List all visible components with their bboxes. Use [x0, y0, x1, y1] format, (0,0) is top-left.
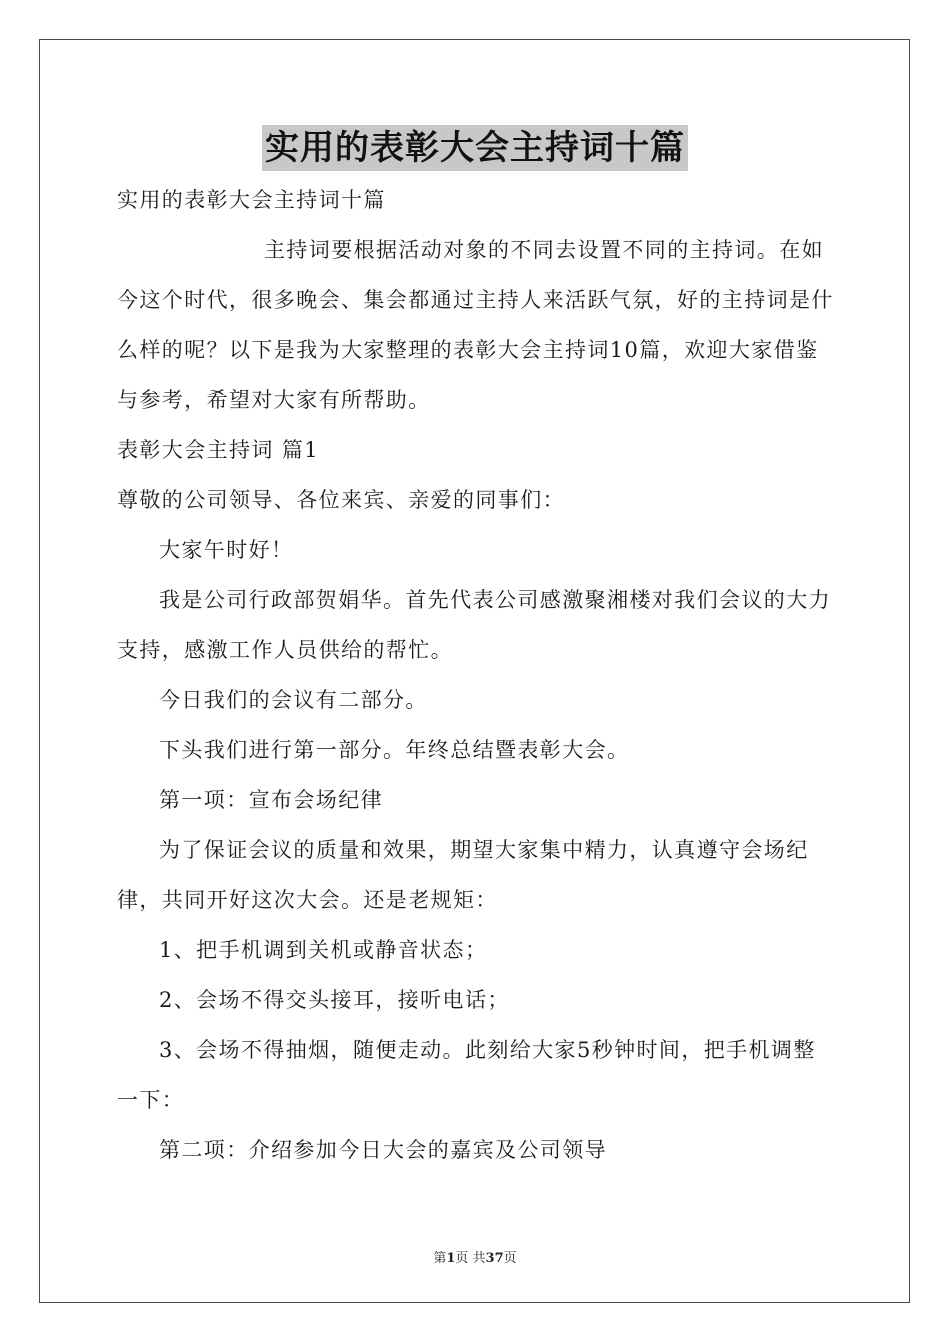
footer-suffix: 页: [503, 1251, 517, 1266]
footer-prefix: 第: [433, 1251, 447, 1266]
paragraph: 主持词要根据活动对象的不同去设置不同的主持词。在如今这个时代，很多晚会、集会都通过主持人来活跃气氛，好的主持词是什么样的呢？以下是我为大家整理的表彰大会主持词10篇，欢迎大家借鉴与参考，希望对大家有所帮助。: [117, 238, 834, 412]
footer-page-current: 1: [446, 1251, 456, 1266]
paragraph: 表彰大会主持词 篇1: [117, 438, 320, 462]
paragraph: 我是公司行政部贺娟华。首先代表公司感激聚湘楼对我们会议的大力支持，感激工作人员供给的帮忙。: [117, 588, 831, 662]
page-footer: [0, 1247, 950, 1266]
paragraph: 第一项：宣布会场纪律: [159, 788, 383, 812]
paragraph: 尊敬的公司领导、各位来宾、亲爱的同事们：: [117, 488, 565, 512]
title-wrap: [0, 125, 950, 171]
paragraph: 为了保证会议的质量和效果，期望大家集中精力，认真遵守会场纪律，共同开好这次大会。还是老规矩：: [117, 838, 809, 912]
paragraph: 实用的表彰大会主持词十篇: [117, 188, 386, 212]
footer-page-total: 37: [485, 1251, 504, 1266]
paragraph: 3、会场不得抽烟，随便走动。此刻给大家5秒钟时间，把手机调整一下：: [117, 1038, 816, 1112]
document-body: [117, 175, 835, 1175]
document-title: 实用的表彰大会主持词十篇: [262, 125, 688, 171]
paragraph: 2、会场不得交头接耳，接听电话；: [159, 988, 510, 1012]
footer-mid: 页 共: [455, 1251, 486, 1266]
paragraph: 今日我们的会议有二部分。: [159, 688, 428, 712]
paragraph: 1、把手机调到关机或静音状态；: [159, 938, 488, 962]
paragraph: 大家午时好！: [159, 538, 294, 562]
paragraph: 下头我们进行第一部分。年终总结暨表彰大会。: [159, 738, 630, 762]
paragraph: 第二项：介绍参加今日大会的嘉宾及公司领导: [159, 1138, 607, 1162]
